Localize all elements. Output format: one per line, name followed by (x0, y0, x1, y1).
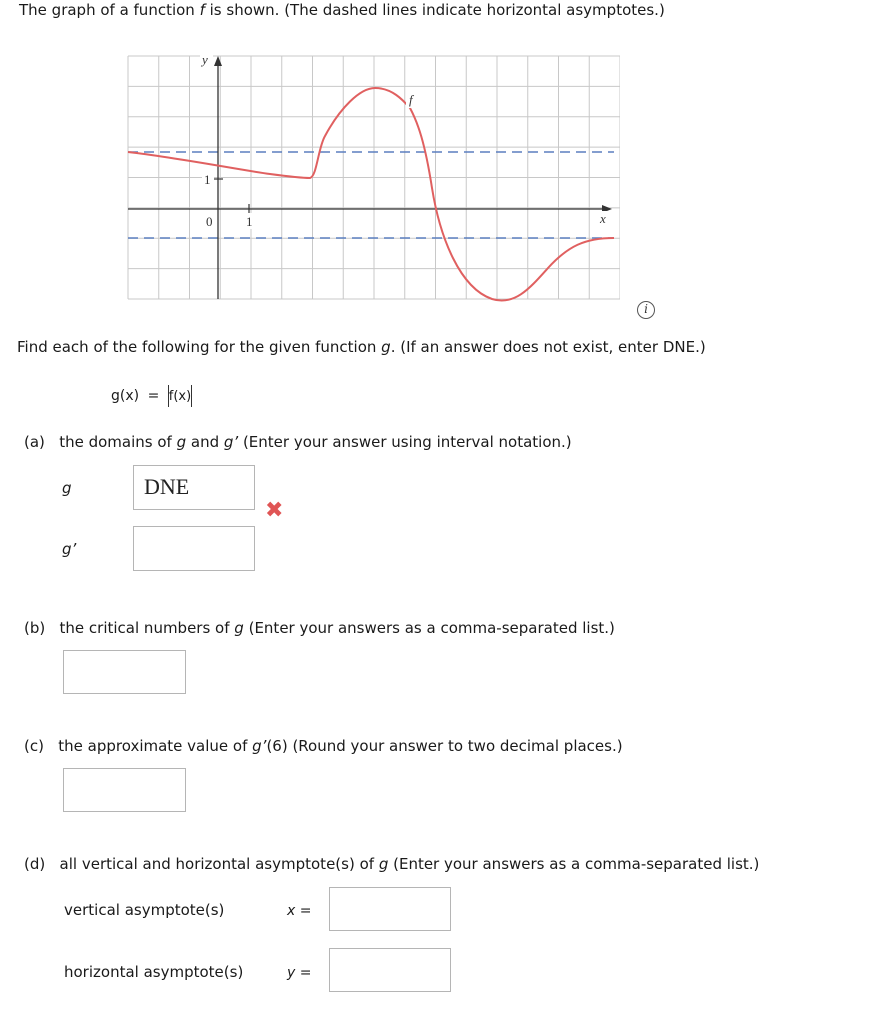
horizontal-equals: = (299, 965, 312, 981)
part-c-prompt (24, 737, 623, 755)
part-a-prefix: the domains of (59, 433, 177, 451)
part-d-suffix: (Enter your answers as a comma-separated list.) (388, 855, 760, 873)
instructions-suffix: . (If an answer does not exist, enter DNE.) (390, 338, 706, 356)
info-icon-glyph: i (644, 302, 648, 316)
horizontal-asymptote-eq (287, 964, 311, 982)
incorrect-x-icon: ✖ (265, 498, 284, 523)
g-domain-value: DNE (144, 474, 190, 499)
part-c-prefix: the approximate value of (58, 737, 253, 755)
instructions-text (17, 338, 706, 356)
horizontal-asymptote-input[interactable] (329, 948, 451, 992)
intro-prefix: The graph of a function (19, 1, 200, 19)
part-d-letter: (d) (24, 855, 46, 873)
part-d-prefix: all vertical and horizontal asymptote(s) of (59, 855, 379, 873)
y-tick-label-one: 1 (204, 172, 211, 187)
part-b-var: g (234, 619, 244, 637)
critical-numbers-input[interactable] (63, 650, 186, 694)
part-b-prompt (24, 619, 615, 637)
curve-label-f: f (409, 92, 413, 107)
definition-inner: f(x) (168, 389, 192, 404)
y-axis-label: y (202, 52, 208, 67)
y-axis-arrow-icon (214, 56, 222, 66)
part-b-prefix: the critical numbers of (59, 619, 235, 637)
origin-label-zero: 0 (206, 214, 213, 229)
part-a-var-g: g (176, 433, 187, 451)
part-d-var: g (378, 855, 389, 873)
part-a-var-gprime: g’ (223, 433, 239, 451)
x-axis-label: x (600, 211, 606, 226)
part-a-suffix: (Enter your answer using interval notation.) (238, 433, 572, 451)
part-b-letter: (b) (24, 619, 46, 637)
vertical-asymptote-label: vertical asymptote(s) (64, 901, 225, 919)
gprime-domain-input[interactable] (133, 526, 255, 571)
horizontal-var: y (287, 965, 296, 981)
part-a-and: and (186, 433, 224, 451)
part-d-prompt (24, 855, 759, 873)
g-domain-label: g (62, 479, 72, 497)
function-graph (120, 48, 620, 308)
g-domain-input[interactable] (133, 465, 255, 510)
definition-lhs: g(x) (111, 388, 140, 404)
part-c-letter: (c) (24, 737, 44, 755)
instructions-prefix: Find each of the following for the given function (17, 338, 382, 356)
definition (111, 385, 192, 407)
info-icon[interactable] (637, 301, 655, 319)
gprime-domain-label: g’ (62, 540, 77, 558)
part-b-suffix: (Enter your answers as a comma-separated list.) (243, 619, 615, 637)
part-c-suffix: (6) (Round your answer to two decimal places.) (266, 737, 623, 755)
vertical-asymptote-eq (287, 902, 311, 920)
part-a-prompt (24, 433, 572, 451)
x-tick-label-one: 1 (246, 214, 253, 229)
part-a-letter: (a) (24, 433, 45, 451)
horizontal-asymptote-label: horizontal asymptote(s) (64, 963, 244, 981)
graph-grid (128, 56, 620, 299)
vertical-asymptote-input[interactable] (329, 887, 451, 931)
definition-equals: = (147, 388, 160, 404)
part-c-var: g’ (252, 737, 267, 755)
intro-suffix: is shown. (The dashed lines indicate horizontal asymptotes.) (204, 1, 665, 19)
instructions-var: g (381, 338, 391, 356)
vertical-var: x (287, 903, 296, 919)
intro-var: f (199, 1, 205, 19)
gprime-six-input[interactable] (63, 768, 186, 812)
vertical-equals: = (299, 903, 312, 919)
abs-bar-right (191, 385, 192, 407)
intro-text (19, 1, 665, 19)
